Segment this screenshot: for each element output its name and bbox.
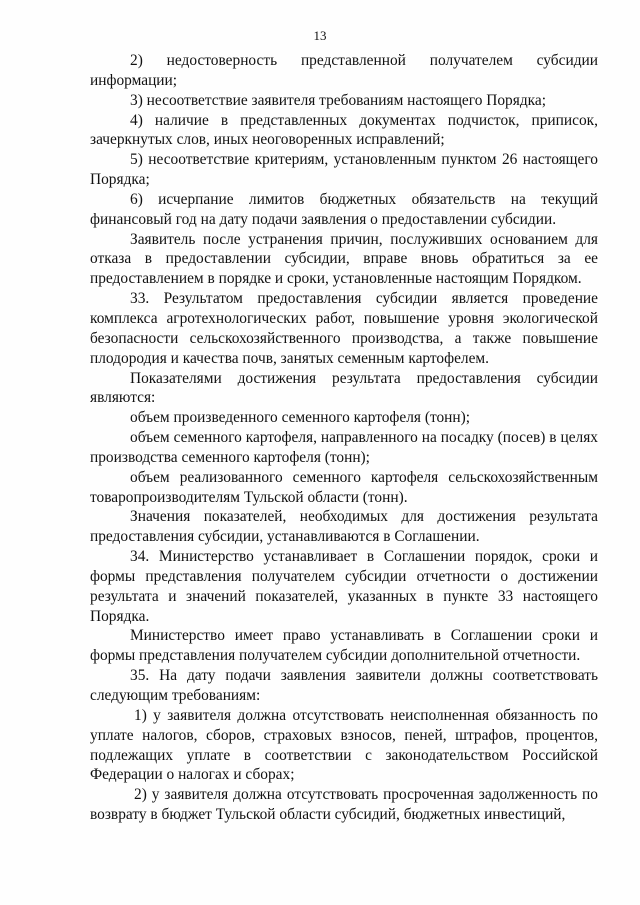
indicator-item-1: объем произведенного семенного картофеля (тонн); xyxy=(130,409,471,427)
requirement-item-2: 2) у заявителя должна отсутствовать просроченная задолженность по возврату в бюджет Тульской области субсидий, бюджетных инвестиций, xyxy=(90,786,598,824)
paragraph-indicator-values: Значения показателей, необходимых для достижения результата предоставления субсидии, устанавливаются в Соглашении. xyxy=(90,508,598,546)
paragraph-item-6: 6) исчерпание лимитов бюджетных обязательств на текущий финансовый год на дату подачи заявления о предоставлении субсидии. xyxy=(90,190,598,228)
paragraph-34: 34. Министерство устанавливает в Соглашении порядок, сроки и формы представления получателем субсидии отчетности о достижении результата и значений показателей, указанных в пункте 33 настоящего Порядка. xyxy=(90,548,598,625)
paragraph-additional-reporting: Министерство имеет право устанавливать в Соглашении сроки и формы представления получателем субсидии дополнительной отчетности. xyxy=(90,627,598,665)
document-body xyxy=(90,51,598,825)
paragraph-33: 33. Результатом предоставления субсидии является проведение комплекса агротехнологических работ, повышение уровня экологической безопасности сельскохозяйственного производства, а также повышение плодородия и качества почв, занятых семенным картофелем. xyxy=(90,290,598,367)
paragraph-35: 35. На дату подачи заявления заявители должны соответствовать следующим требованиям: xyxy=(90,667,598,704)
paragraph-reapply: Заявитель после устранения причин, послуживших основанием для отказа в предоставлении субсидии, вправе вновь обратиться за ее предоставлением в порядке и сроки, установленные настоящим Порядком. xyxy=(90,230,598,288)
requirement-item-1: 1) у заявителя должна отсутствовать неисполненная обязанность по уплате налогов, сборов, страховых взносов, пеней, штрафов, процентов, подлежащих уплате в соответствии с законодательством Российской Федерации о налогах и сборах; xyxy=(90,706,598,784)
paragraph-item-3: 3) несоответствие заявителя требованиям настоящего Порядка; xyxy=(130,91,547,109)
indicator-item-2: объем семенного картофеля, направленного на посадку (посев) в целях производства семенного картофеля (тонн); xyxy=(90,429,598,466)
paragraph-item-2: 2) недостоверность представленной получателем субсидии информации; xyxy=(90,52,598,89)
indicator-item-3: объем реализованного семенного картофеля сельскохозяйственным товаропроизводителям Тульской области (тонн). xyxy=(90,468,598,506)
paragraph-item-5: 5) несоответствие критериям, установленным пунктом 26 настоящего Порядка; xyxy=(90,151,598,189)
paragraph-indicators: Показателями достижения результата предоставления субсидии являются: xyxy=(90,369,598,407)
page-number: 13 xyxy=(313,28,327,43)
paragraph-item-4: 4) наличие в представленных документах подчисток, приписок, зачеркнутых слов, иных неоговоренных исправлений; xyxy=(90,111,598,149)
